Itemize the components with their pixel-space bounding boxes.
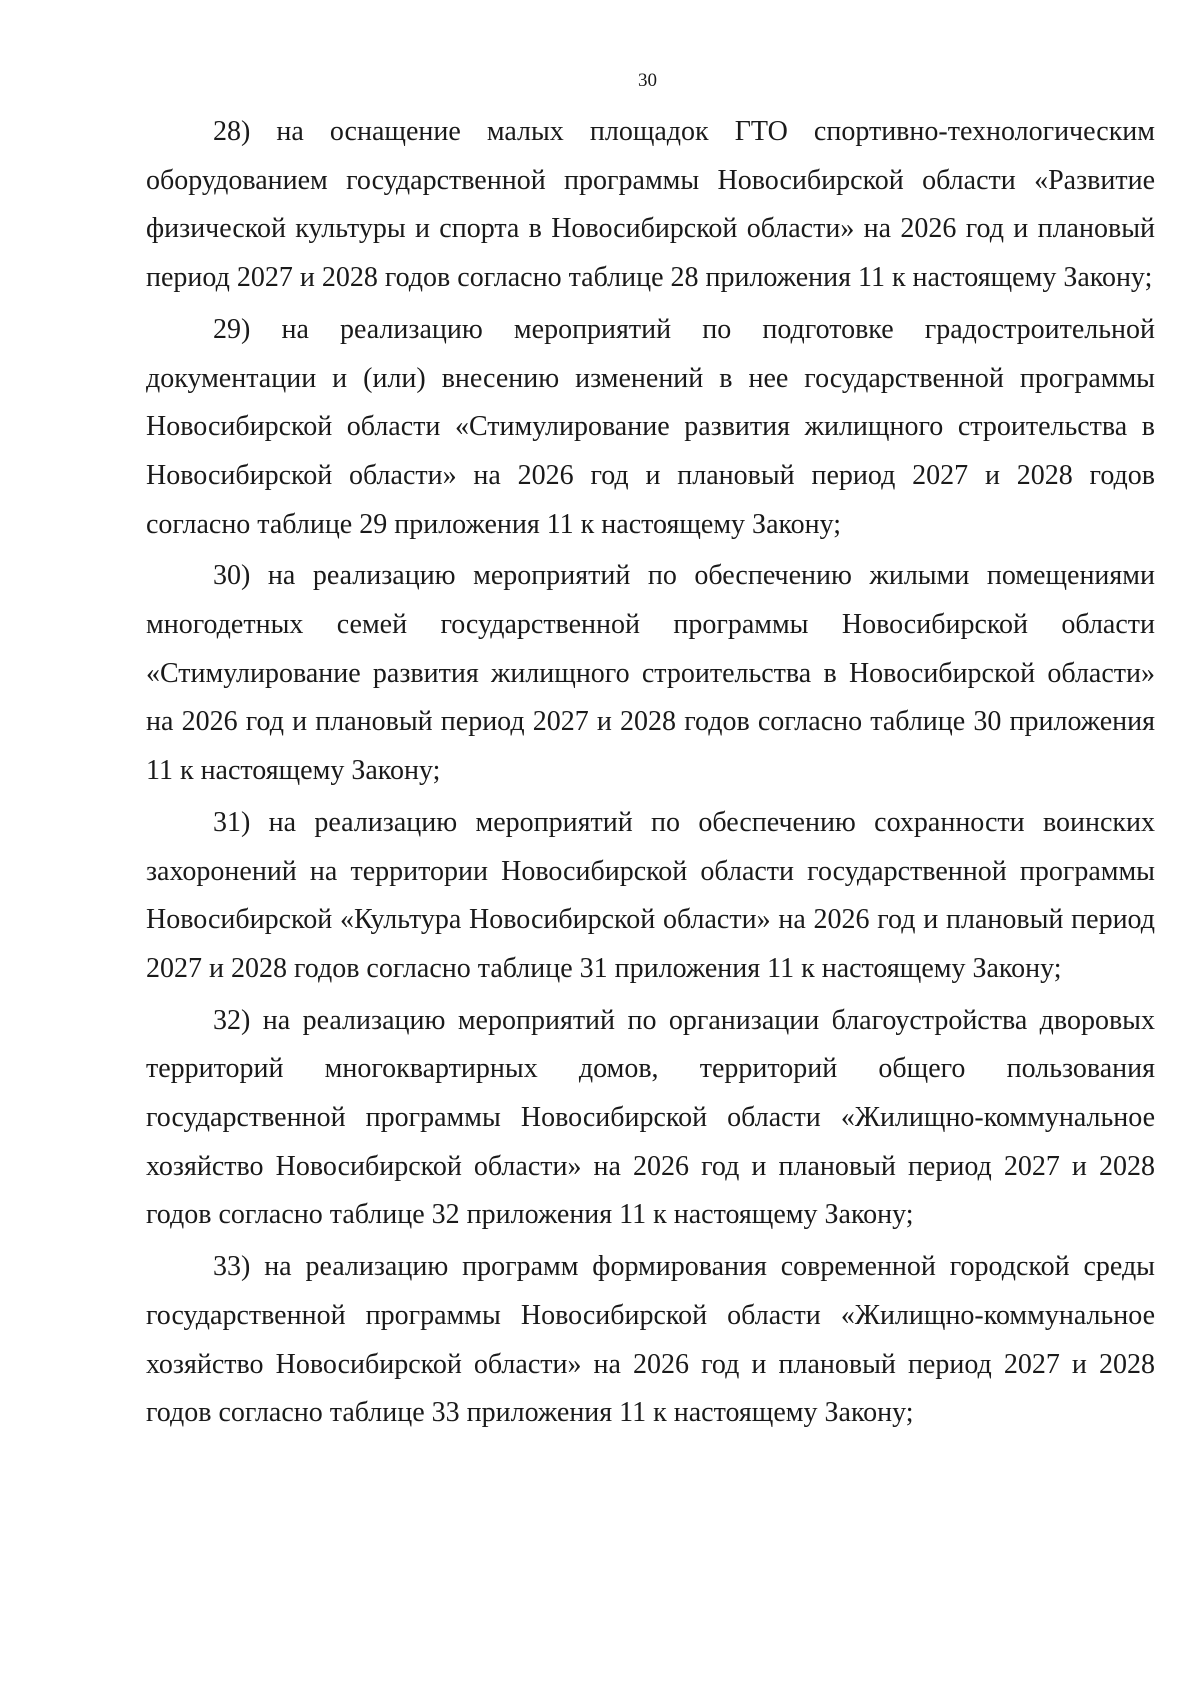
paragraph-item-31: 31) на реализацию мероприятий по обеспечению сохранности воинских захоронений на территории Новосибирской области государственной программы Новосибирской «Культура Новосибирской области» на 2026 год и плановый период 2027 и 2028 годов согласно таблице 31 приложения 11 к настоящему Закону; <box>146 806 1155 984</box>
document-body <box>146 108 1155 1441</box>
paragraph-item-33: 33) на реализацию программ формирования современной городской среды государственной программы Новосибирской области «Жилищно-коммунальное хозяйство Новосибирской области» на 2026 год и плановый период 2027 и 2028 годов согласно таблице 33 приложения 11 к настоящему Закону; <box>146 1251 1155 1429</box>
paragraph-item-32: 32) на реализацию мероприятий по организации благоустройства дворовых территорий многоквартирных домов, территорий общего пользования государственной программы Новосибирской области «Жилищно-коммунальное хозяйство Новосибирской области» на 2026 год и плановый период 2027 и 2028 годов согласно таблице 32 приложения 11 к настоящему Закону; <box>146 1004 1155 1231</box>
page-number: 30 <box>638 70 657 91</box>
paragraph-item-28: 28) на оснащение малых площадок ГТО спортивно-технологическим оборудованием государственной программы Новосибирской области «Развитие физической культуры и спорта в Новосибирской области» на 2026 год и плановый период 2027 и 2028 годов согласно таблице 28 приложения 11 к настоящему Закону; <box>146 116 1155 294</box>
paragraph-item-30: 30) на реализацию мероприятий по обеспечению жилыми помещениями многодетных семей государственной программы Новосибирской области «Стимулирование развития жилищного строительства в Новосибирской области» на 2026 год и плановый период 2027 и 2028 годов согласно таблице 30 приложения 11 к настоящему Закону; <box>146 560 1155 787</box>
paragraph-item-29: 29) на реализацию мероприятий по подготовке градостроительной документации и (или) внесению изменений в нее государственной программы Новосибирской области «Стимулирование развития жилищного строительства в Новосибирской области» на 2026 год и плановый период 2027 и 2028 годов согласно таблице 29 приложения 11 к настоящему Закону; <box>146 313 1155 540</box>
